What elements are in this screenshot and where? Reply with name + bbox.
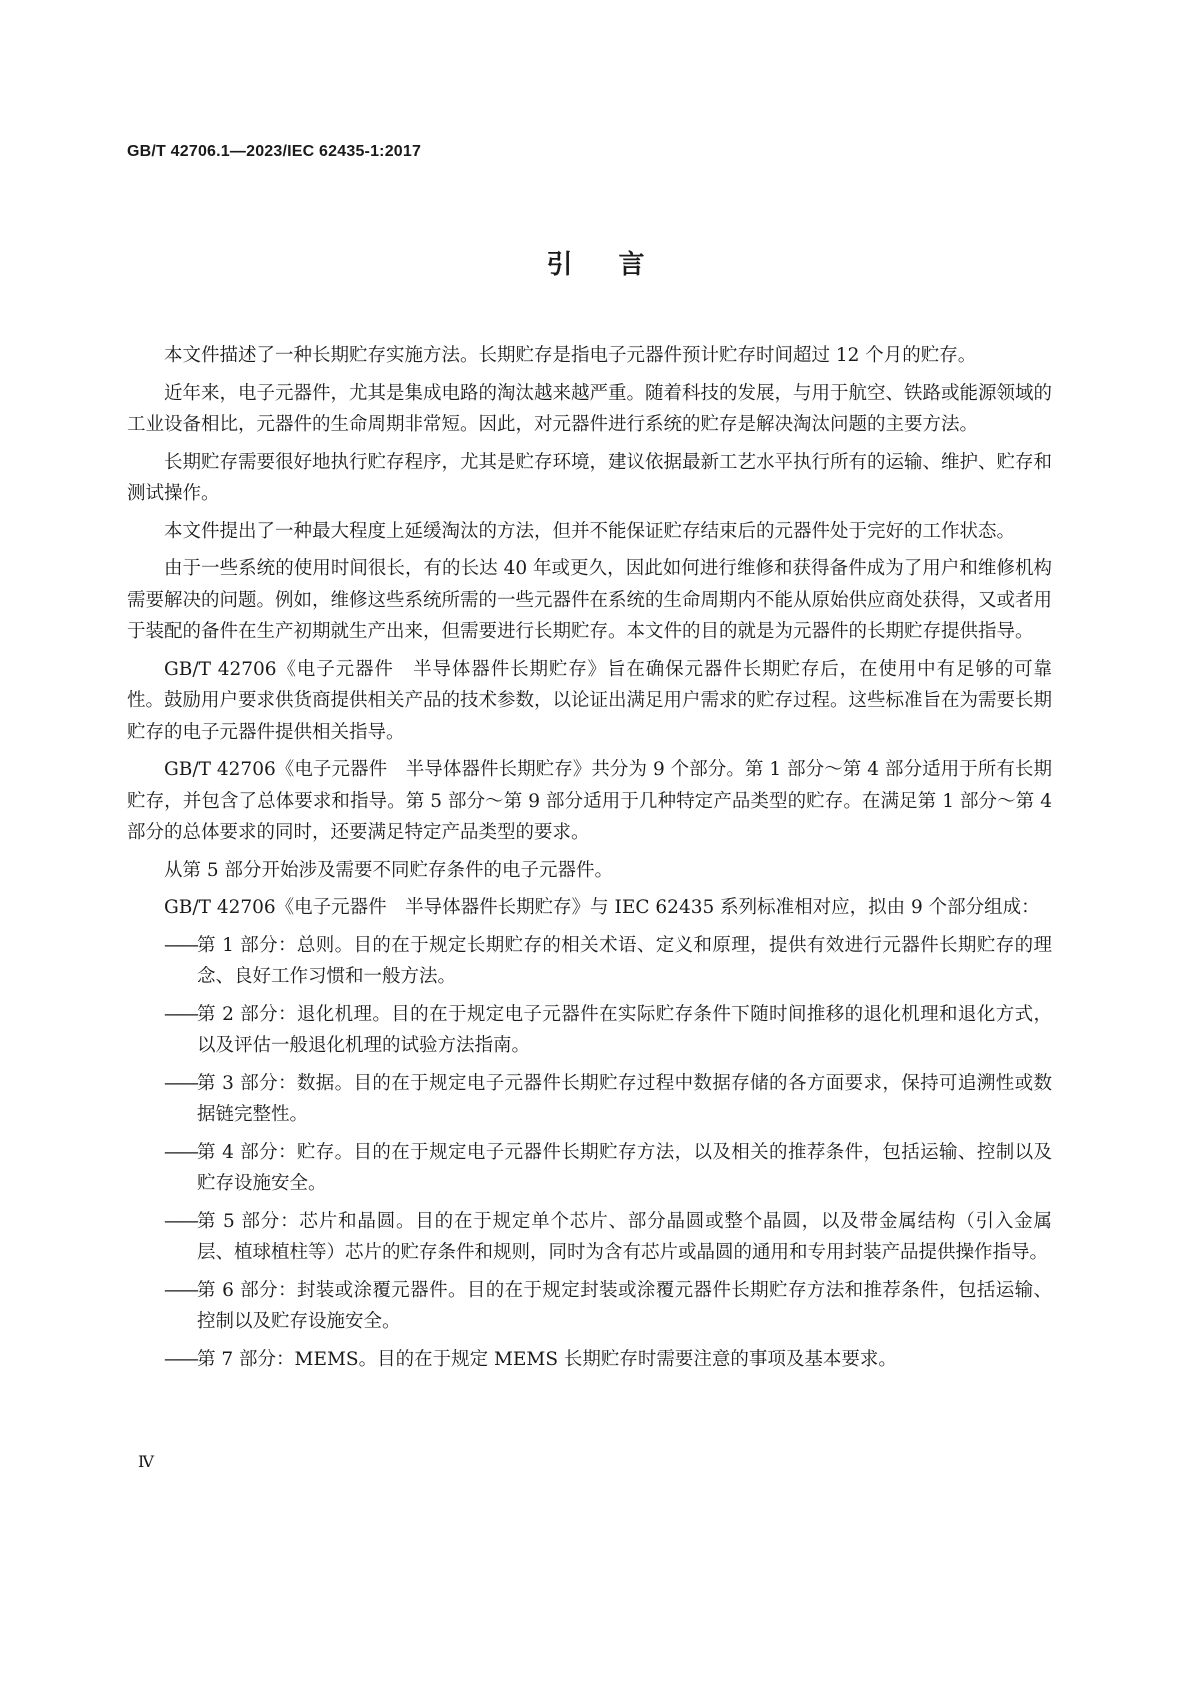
list-item-part-4 (127, 1137, 1052, 1200)
page-title: 引言 (546, 250, 691, 280)
paragraph: GB/T 42706《电子元器件 半导体器件长期贮存》与 IEC 62435 系列标准相对应，拟由 9 个部分组成： (164, 897, 1040, 918)
list-item-part-5 (127, 1206, 1052, 1269)
list-item-text: 第 2 部分：退化机理。目的在于规定电子元器件在实际贮存条件下随时间推移的退化机理和退化方式，以及评估一般退化机理的试验方法指南。 (197, 1003, 1052, 1056)
list-item-text: 第 1 部分：总则。目的在于规定长期贮存的相关术语、定义和原理，提供有效进行元器件长期贮存的理念、良好工作习惯和一般方法。 (197, 934, 1052, 987)
list-dash: —— (164, 1003, 197, 1025)
list-dash: —— (164, 1348, 197, 1370)
paragraph: 长期贮存需要很好地执行贮存程序，尤其是贮存环境，建议依据最新工艺水平执行所有的运输、维护、贮存和测试操作。 (127, 451, 1053, 504)
list-item-part-2 (127, 999, 1052, 1062)
list-item-part-1 (127, 930, 1052, 993)
list-item-text: 第 3 部分：数据。目的在于规定电子元器件长期贮存过程中数据存储的各方面要求，保持可追溯性或数据链完整性。 (197, 1072, 1052, 1125)
list-item-part-3 (127, 1068, 1052, 1131)
list-item-text: 第 6 部分：封装或涂覆元器件。目的在于规定封装或涂覆元器件长期贮存方法和推荐条件，包括运输、控制以及贮存设施安全。 (197, 1279, 1052, 1332)
paragraph: 本文件提出了一种最大程度上延缓淘汰的方法，但并不能保证贮存结束后的元器件处于完好的工作状态。 (164, 520, 1016, 542)
list-item-text: 第 4 部分：贮存。目的在于规定电子元器件长期贮存方法，以及相关的推荐条件，包括运输、控制以及贮存设施安全。 (197, 1141, 1052, 1194)
list-dash: —— (164, 1279, 197, 1301)
list-item-text: 第 7 部分：MEMS。目的在于规定 MEMS 长期贮存时需要注意的事项及基本要求。 (197, 1348, 897, 1370)
page-number: Ⅳ (138, 1452, 154, 1471)
list-item-part-6 (127, 1275, 1052, 1338)
paragraph: 由于一些系统的使用时间很长，有的长达 40 年或更久，因此如何进行维修和获得备件成为了用户和维修机构需要解决的问题。例如，维修这些系统所需的一些元器件在系统的生命周期内不能从原始供应商处获得，又或者用于装配的备件在生产初期就生产出来，但需要进行长期贮存。本文件的目的就是为元器件的长期贮存提供指导。 (127, 558, 1053, 642)
document-body (127, 340, 1052, 1381)
paragraph: GB/T 42706《电子元器件 半导体器件长期贮存》共分为 9 个部分。第 1 部分～第 4 部分适用于所有长期贮存，并包含了总体要求和指导。第 5 部分～第 9 部分适用于几种特定产品类型的贮存。在满足第 1 部分～第 4 部分的总体要求的同时，还要满足特定产品类型的要求。 (127, 759, 1052, 843)
list-dash: —— (164, 1072, 197, 1094)
list-dash: —— (164, 1141, 197, 1163)
list-dash: —— (164, 934, 197, 956)
list-item-text: 第 5 部分：芯片和晶圆。目的在于规定单个芯片、部分晶圆或整个晶圆，以及带金属结构（引入金属层、植球植柱等）芯片的贮存条件和规则，同时为含有芯片或晶圆的通用和专用封装产品提供操作指导。 (197, 1210, 1052, 1263)
standard-code-header: GB/T 42706.1—2023/IEC 62435-1:2017 (127, 143, 422, 160)
list-dash: —— (164, 1210, 197, 1232)
paragraph: 近年来，电子元器件，尤其是集成电路的淘汰越来越严重。随着科技的发展，与用于航空、铁路或能源领域的工业设备相比，元器件的生命周期非常短。因此，对元器件进行系统的贮存是解决淘汰问题的主要方法。 (127, 382, 1053, 435)
list-item-part-7 (127, 1344, 1052, 1376)
paragraph: GB/T 42706《电子元器件 半导体器件长期贮存》旨在确保元器件长期贮存后，在使用中有足够的可靠性。鼓励用户要求供货商提供相关产品的技术参数，以论证出满足用户需求的贮存过程。这些标准旨在为需要长期贮存的电子元器件提供相关指导。 (127, 658, 1053, 743)
paragraph: 本文件描述了一种长期贮存实施方法。长期贮存是指电子元器件预计贮存时间超过 12 个月的贮存。 (164, 345, 977, 366)
paragraph: 从第 5 部分开始涉及需要不同贮存条件的电子元器件。 (164, 859, 614, 881)
